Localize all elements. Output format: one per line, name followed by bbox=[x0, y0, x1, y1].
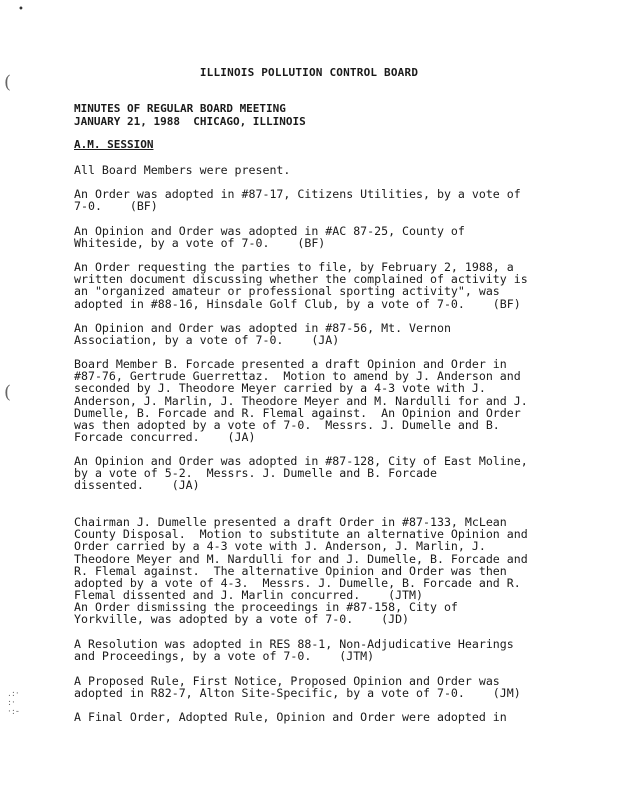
paragraph-line: adopted in #88-16, Hinsdale Golf Club, by a vote of 7-0. (BF) bbox=[74, 296, 521, 311]
paragraph-line: A Proposed Rule, First Notice, Proposed Opinion and Order was bbox=[74, 674, 500, 688]
scan-dot-mark: • bbox=[18, 4, 24, 15]
paragraph-line: Association, by a vote of 7-0. (JA) bbox=[74, 333, 340, 348]
paragraph-line: adopted in R82-7, Alton Site-Specific, by a vote of 7-0. (JM) bbox=[74, 686, 521, 701]
paragraph-line: An Opinion and Order was adopted in #87-128, City of East Moline, bbox=[74, 454, 528, 468]
minutes-heading: MINUTES OF REGULAR BOARD MEETING bbox=[74, 102, 286, 115]
paragraph-line: an "organized amateur or professional sporting activity", was bbox=[74, 284, 500, 299]
margin-bracket-mark: ( bbox=[4, 382, 12, 403]
paragraph-line: An Opinion and Order was adopted in #87-56, Mt. Vernon bbox=[74, 321, 451, 335]
minutes-paragraph bbox=[74, 516, 554, 601]
minutes-paragraph bbox=[74, 358, 554, 443]
paragraph-line: #87-76, Gertrude Guerrettaz. Motion to amend by J. Anderson and bbox=[74, 369, 521, 384]
paragraph-line: adopted by a vote of 4-3. Messrs. J. Dumelle, B. Forcade and R. bbox=[74, 576, 521, 591]
session-heading: A.M. SESSION bbox=[74, 138, 154, 151]
page-title: ILLINOIS POLLUTION CONTROL BOARD bbox=[199, 66, 419, 79]
paragraph-line: seconded by J. Theodore Meyer carried by a 4-3 vote with J. bbox=[74, 381, 486, 396]
paragraph-line: County Disposal. Motion to substitute an alternative Opinion and bbox=[74, 527, 528, 542]
paragraph-line: An Opinion and Order was adopted in #AC 87-25, County of bbox=[74, 224, 465, 238]
paragraph-line: Forcade concurred. (JA) bbox=[74, 430, 256, 445]
paragraph-line: and Proceedings, by a vote of 7-0. (JTM) bbox=[74, 649, 375, 664]
paragraph-line: Dumelle, B. Forcade and R. Flemal against. An Opinion and Order bbox=[74, 405, 521, 420]
paragraph-line: Board Member B. Forcade presented a draft Opinion and Order in bbox=[74, 357, 507, 371]
margin-bracket-mark: ( bbox=[4, 72, 12, 93]
paragraph-line: Yorkville, was adopted by a vote of 7-0. (JD) bbox=[74, 612, 410, 627]
minutes-paragraph bbox=[74, 455, 554, 492]
paragraph-line: Anderson, J. Marlin, J. Theodore Meyer and M. Nardulli for and J. bbox=[74, 393, 528, 408]
paragraph-line: dissented. (JA) bbox=[74, 478, 200, 493]
paragraph-line: Flemal dissented and J. Marlin concurred. (JTM) bbox=[74, 588, 424, 603]
margin-smudge-mark: .:· :· ·:- bbox=[8, 689, 20, 717]
paragraph-line: R. Flemal against. The alternative Opinion and Order was then bbox=[74, 563, 507, 578]
paragraph-line: An Order was adopted in #87-17, Citizens Utilities, by a vote of bbox=[74, 187, 521, 201]
paragraph-line: Chairman J. Dumelle presented a draft Order in #87-133, McLean bbox=[74, 515, 507, 529]
minutes-paragraph bbox=[74, 225, 554, 249]
paragraph-line: written document discussing whether the complained of activity is bbox=[74, 272, 528, 287]
minutes-paragraph bbox=[74, 711, 554, 723]
paragraph-line: A Final Order, Adopted Rule, Opinion and Order were adopted in bbox=[74, 710, 507, 724]
minutes-paragraph bbox=[74, 261, 554, 310]
paragraph-line: A Resolution was adopted in RES 88-1, Non-Adjudicative Hearings bbox=[74, 637, 514, 651]
paragraph-line: Theodore Meyer and M. Nardulli for and J. Dumelle, B. Forcade and bbox=[74, 551, 528, 566]
paragraph-line: An Order dismissing the proceedings in #87-158, City of bbox=[74, 600, 458, 614]
minutes-paragraph bbox=[74, 601, 554, 625]
paragraph-line: An Order requesting the parties to file, by February 2, 1988, a bbox=[74, 260, 514, 274]
minutes-paragraph bbox=[74, 188, 554, 212]
minutes-paragraph bbox=[74, 675, 554, 699]
paragraph-line: All Board Members were present. bbox=[74, 163, 291, 177]
minutes-paragraph bbox=[74, 322, 554, 346]
paragraph-line: 7-0. (BF) bbox=[74, 199, 158, 214]
paragraph-line: Order carried by a 4-3 vote with J. Anderson, J. Marlin, J. bbox=[74, 539, 486, 554]
minutes-paragraph bbox=[74, 164, 554, 176]
paragraph-line: was then adopted by a vote of 7-0. Messrs. J. Dumelle and B. bbox=[74, 418, 500, 433]
meeting-date-location: JANUARY 21, 1988 CHICAGO, ILLINOIS bbox=[74, 115, 306, 128]
minutes-paragraph bbox=[74, 638, 554, 662]
paragraph-line: Whiteside, by a vote of 7-0. (BF) bbox=[74, 236, 326, 251]
paragraph-line: by a vote of 5-2. Messrs. J. Dumelle and B. Forcade bbox=[74, 466, 437, 481]
